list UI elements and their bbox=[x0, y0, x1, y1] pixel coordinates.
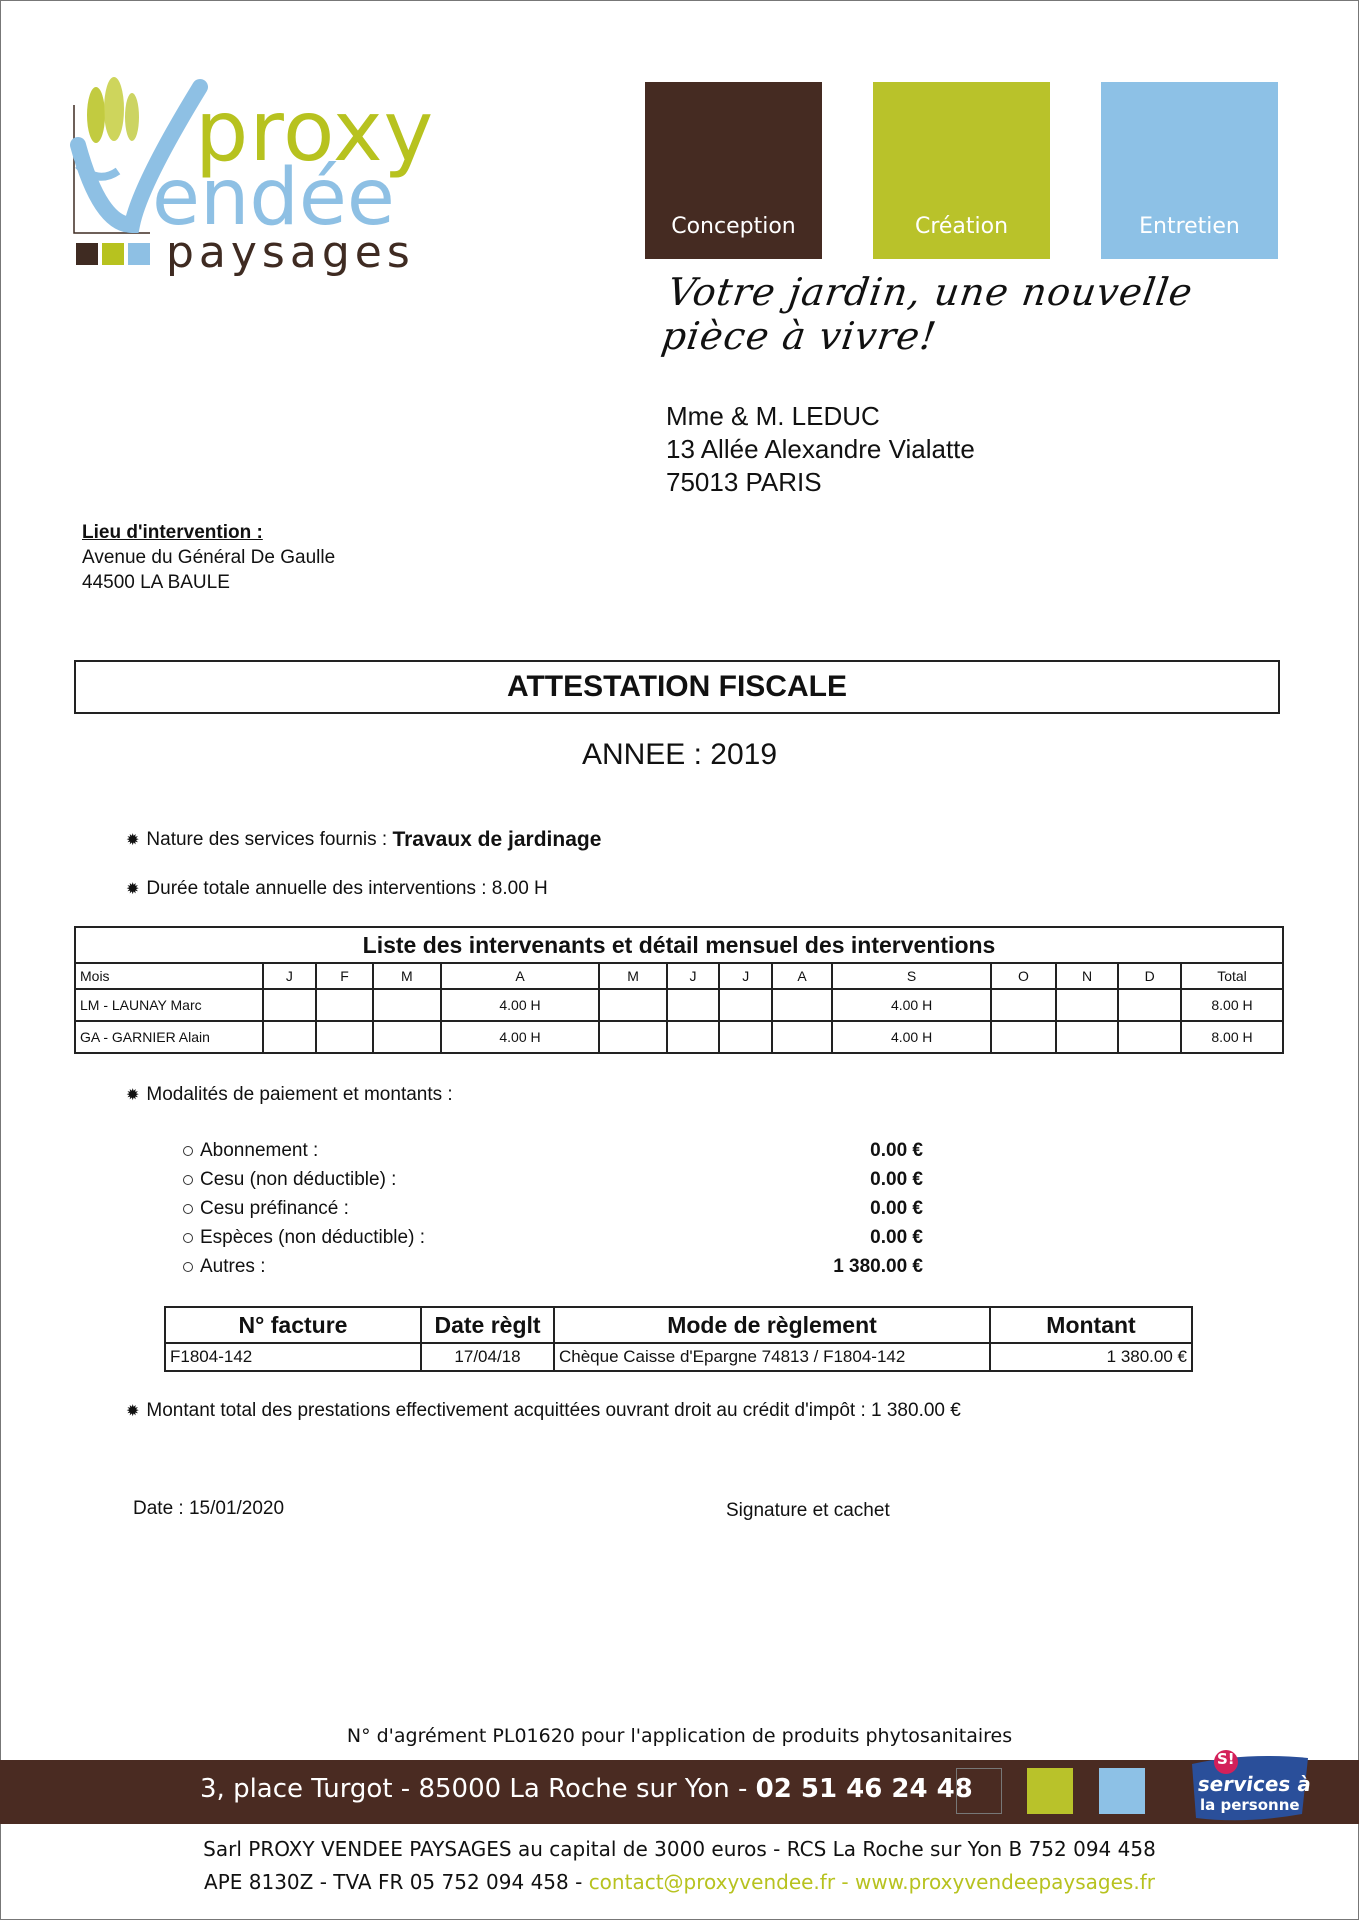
column-header: A bbox=[441, 963, 600, 989]
montant-total-text: Montant total des prestations effectivement acquittées ouvrant droit au crédit d'impôt : 1 380.00 € bbox=[146, 1400, 961, 1421]
service-box-conception bbox=[645, 82, 822, 259]
logo-paysages-text: paysages bbox=[166, 227, 415, 278]
year-heading: ANNEE : 2019 bbox=[581, 738, 778, 771]
payment-label: Abonnement : bbox=[200, 1139, 319, 1161]
footer-address bbox=[200, 1774, 973, 1804]
table-cell bbox=[719, 989, 772, 1021]
table-header-row bbox=[75, 963, 1283, 989]
table-cell bbox=[991, 989, 1056, 1021]
table-cell: 4.00 H bbox=[441, 1021, 600, 1053]
table-cell bbox=[719, 1021, 772, 1053]
footer-band bbox=[0, 1750, 1359, 1824]
payment-label: Espèces (non déductible) : bbox=[200, 1226, 425, 1248]
table-cell: F1804-142 bbox=[165, 1343, 421, 1371]
circle-bullet-icon bbox=[183, 1233, 193, 1243]
list-item bbox=[183, 1252, 923, 1281]
column-header: Date règlt bbox=[421, 1307, 554, 1343]
footer-phone: 02 51 46 24 48 bbox=[755, 1774, 973, 1804]
footer-square-blue bbox=[1099, 1768, 1145, 1814]
modalites-label: Modalités de paiement et montants : bbox=[146, 1084, 453, 1105]
footer-legal-line: Sarl PROXY VENDEE PAYSAGES au capital de 3000 euros - RCS La Roche sur Yon B 752 094 458 bbox=[203, 1837, 1156, 1861]
table-cell bbox=[1118, 989, 1181, 1021]
table-cell bbox=[667, 1021, 720, 1053]
logo-square-brown bbox=[76, 243, 98, 265]
nature-value: Travaux de jardinage bbox=[392, 828, 602, 851]
table-cell: 1 380.00 € bbox=[990, 1343, 1192, 1371]
column-header: D bbox=[1118, 963, 1181, 989]
recipient-city: 75013 PARIS bbox=[666, 467, 822, 497]
table-cell bbox=[1056, 989, 1118, 1021]
table-cell bbox=[316, 1021, 374, 1053]
bullet-icon: ✹ bbox=[126, 1087, 140, 1104]
footer-contact-line bbox=[0, 1870, 1359, 1894]
column-header: J bbox=[719, 963, 772, 989]
table-cell: Chèque Caisse d'Epargne 74813 / F1804-142 bbox=[554, 1343, 990, 1371]
list-item bbox=[183, 1136, 923, 1165]
column-header: J bbox=[667, 963, 720, 989]
table-row bbox=[165, 1343, 1192, 1371]
table-header-row bbox=[165, 1307, 1192, 1343]
payment-list bbox=[183, 1136, 923, 1281]
circle-bullet-icon bbox=[183, 1262, 193, 1272]
service-box-entretien bbox=[1101, 82, 1278, 259]
table-cell bbox=[667, 989, 720, 1021]
service-label: Conception bbox=[671, 214, 796, 239]
intervenants-caption: Liste des intervenants et détail mensuel des interventions bbox=[75, 927, 1283, 963]
table-cell: 8.00 H bbox=[1181, 989, 1283, 1021]
modalites-line bbox=[126, 1084, 453, 1106]
recipient-address bbox=[666, 400, 975, 499]
footer-square-green bbox=[1027, 1768, 1073, 1814]
column-header: O bbox=[991, 963, 1056, 989]
intervenants-table bbox=[74, 926, 1284, 1054]
tagline: Votre jardin, une nouvelle pièce à vivre! bbox=[658, 270, 1196, 358]
column-header: Montant bbox=[990, 1307, 1192, 1343]
table-cell: 8.00 H bbox=[1181, 1021, 1283, 1053]
footer-square-brown bbox=[956, 1768, 1002, 1814]
table-cell bbox=[599, 1021, 666, 1053]
list-item bbox=[183, 1194, 923, 1223]
payment-amount: 0.00 € bbox=[870, 1226, 923, 1248]
table-cell: 4.00 H bbox=[832, 989, 991, 1021]
sap-badge-text: S! bbox=[1217, 1750, 1235, 1768]
payment-label: Cesu préfinancé : bbox=[200, 1197, 349, 1219]
nature-label: Nature des services fournis : bbox=[146, 829, 388, 850]
payment-amount: 0.00 € bbox=[870, 1168, 923, 1190]
montant-total-line bbox=[126, 1400, 961, 1422]
recipient-street: 13 Allée Alexandre Vialatte bbox=[666, 434, 975, 464]
list-item bbox=[183, 1223, 923, 1252]
table-cell bbox=[263, 989, 316, 1021]
table-cell bbox=[772, 1021, 832, 1053]
bullet-icon: ✹ bbox=[126, 881, 140, 898]
footer-ape-text: APE 8130Z - TVA FR 05 752 094 458 - bbox=[204, 1870, 589, 1894]
bullet-icon: ✹ bbox=[126, 1403, 140, 1420]
document-title: ATTESTATION FISCALE bbox=[74, 660, 1280, 714]
circle-bullet-icon bbox=[183, 1204, 193, 1214]
column-header: M bbox=[373, 963, 440, 989]
footer-separator: - bbox=[835, 1870, 855, 1894]
signature-label: Signature et cachet bbox=[726, 1500, 890, 1521]
column-header: Mois bbox=[75, 963, 263, 989]
duree-line bbox=[126, 878, 548, 900]
table-cell bbox=[1118, 1021, 1181, 1053]
payment-amount: 1 380.00 € bbox=[833, 1255, 923, 1277]
payment-amount: 0.00 € bbox=[870, 1197, 923, 1219]
table-row bbox=[75, 1021, 1283, 1053]
logo-vendee-text: endée bbox=[152, 153, 395, 243]
table-cell bbox=[991, 1021, 1056, 1053]
column-header: N bbox=[1056, 963, 1118, 989]
table-cell bbox=[373, 989, 440, 1021]
logo-square-green bbox=[102, 243, 124, 265]
column-header: F bbox=[316, 963, 374, 989]
agrement-text: N° d'agrément PL01620 pour l'application de produits phytosanitaires bbox=[346, 1725, 1013, 1747]
column-header: N° facture bbox=[165, 1307, 421, 1343]
column-header: Total bbox=[1181, 963, 1283, 989]
circle-bullet-icon bbox=[183, 1175, 193, 1185]
footer-website-link[interactable]: www.proxyvendeepaysages.fr bbox=[854, 1870, 1155, 1894]
logo-square-blue bbox=[128, 243, 150, 265]
intervention-place bbox=[82, 520, 335, 595]
sap-text-2: la personne bbox=[1200, 1796, 1300, 1814]
payment-amount: 0.00 € bbox=[870, 1139, 923, 1161]
column-header: A bbox=[772, 963, 832, 989]
service-label: Création bbox=[914, 214, 1009, 239]
sap-text-1: services à bbox=[1196, 1772, 1313, 1796]
intervention-label: Lieu d'intervention : bbox=[82, 522, 263, 543]
intervention-street: Avenue du Général De Gaulle bbox=[82, 547, 336, 568]
table-cell: 4.00 H bbox=[832, 1021, 991, 1053]
table-cell bbox=[772, 989, 832, 1021]
recipient-name: Mme & M. LEDUC bbox=[666, 401, 880, 431]
document-date: Date : 15/01/2020 bbox=[133, 1498, 285, 1519]
service-label: Entretien bbox=[1139, 214, 1240, 239]
table-cell bbox=[599, 989, 666, 1021]
table-cell bbox=[373, 1021, 440, 1053]
circle-bullet-icon bbox=[183, 1146, 193, 1156]
table-cell: GA - GARNIER Alain bbox=[75, 1021, 263, 1053]
table-cell: 4.00 H bbox=[441, 989, 600, 1021]
column-header: J bbox=[263, 963, 316, 989]
table-cell: 17/04/18 bbox=[421, 1343, 554, 1371]
intervention-city: 44500 LA BAULE bbox=[82, 572, 230, 593]
company-logo bbox=[70, 75, 435, 290]
column-header: Mode de règlement bbox=[554, 1307, 990, 1343]
bullet-icon: ✹ bbox=[126, 832, 140, 849]
list-item bbox=[183, 1165, 923, 1194]
factures-table bbox=[164, 1306, 1193, 1372]
payment-label: Autres : bbox=[200, 1255, 266, 1277]
column-header: S bbox=[832, 963, 991, 989]
footer-address-text: 3, place Turgot - 85000 La Roche sur Yon - bbox=[200, 1774, 756, 1804]
nature-line bbox=[126, 828, 601, 852]
table-cell bbox=[316, 989, 374, 1021]
duree-text: Durée totale annuelle des interventions : 8.00 H bbox=[146, 878, 548, 899]
services-a-la-personne-logo bbox=[1186, 1748, 1312, 1828]
payment-label: Cesu (non déductible) : bbox=[200, 1168, 397, 1190]
table-cell: LM - LAUNAY Marc bbox=[75, 989, 263, 1021]
logo-proxy-text: proxy bbox=[195, 82, 435, 180]
service-box-creation bbox=[873, 82, 1050, 259]
column-header: M bbox=[599, 963, 666, 989]
table-cell bbox=[263, 1021, 316, 1053]
table-cell bbox=[1056, 1021, 1118, 1053]
table-row bbox=[75, 989, 1283, 1021]
footer-email-link[interactable]: contact@proxyvendee.fr bbox=[588, 1870, 836, 1894]
